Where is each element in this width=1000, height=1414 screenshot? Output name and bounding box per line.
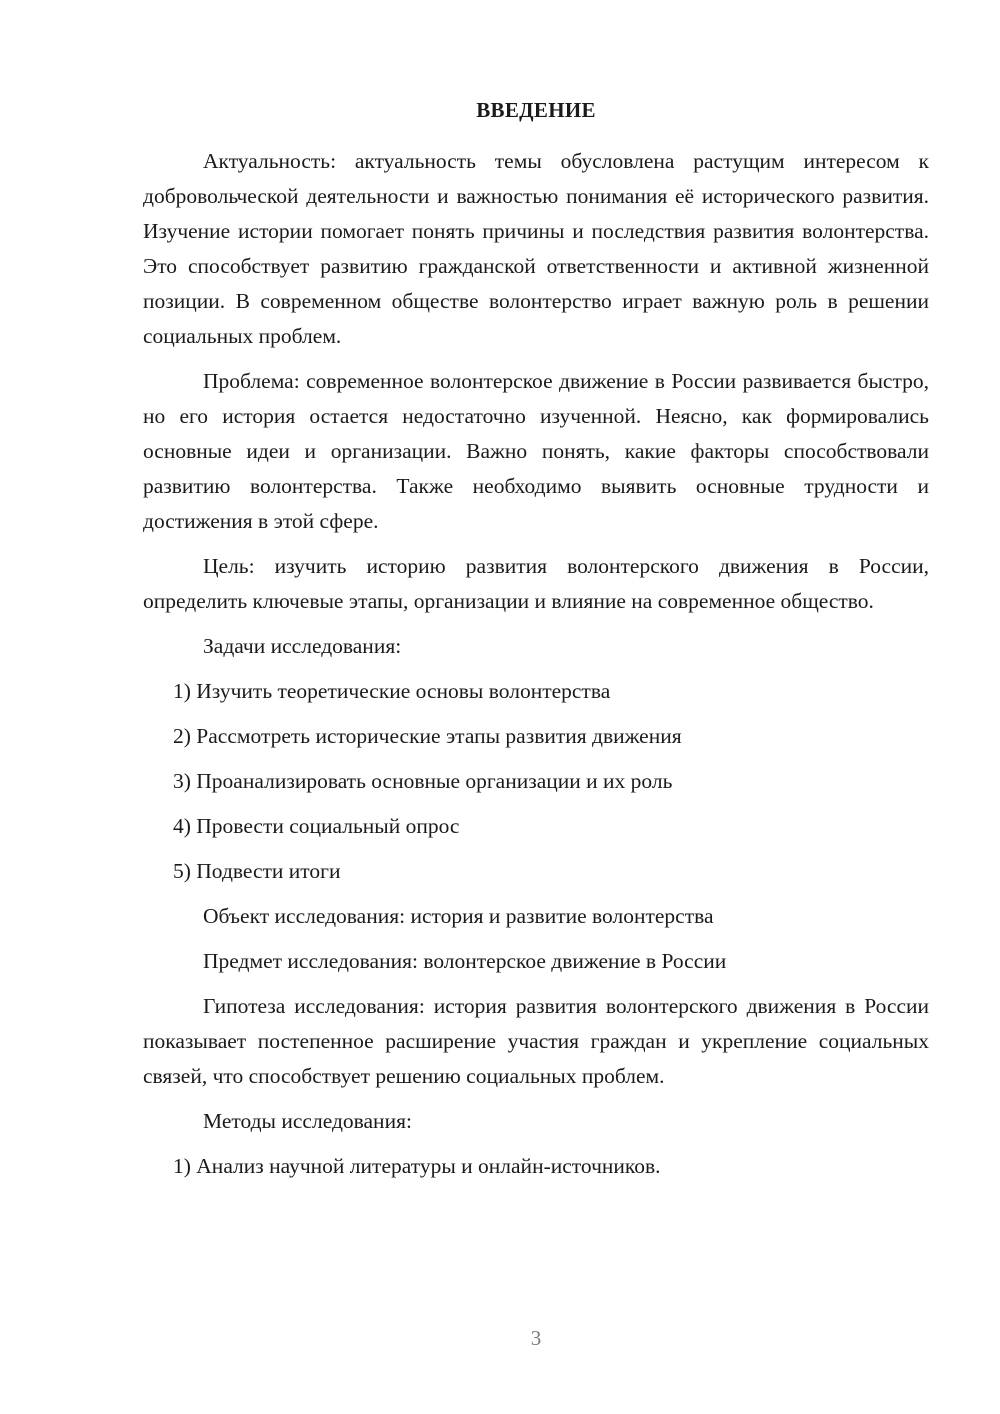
hypothesis-paragraph: Гипотеза исследования: история развития волонтерского движения в России показывает постепенное расширение участия граждан и укрепление социальных связей, что способствует решению социальных проблем. [143,994,929,1088]
method-item: 1) Анализ научной литературы и онлайн-источников. [173,1154,661,1178]
task-item: 1) Изучить теоретические основы волонтерства [173,679,611,703]
document-page [143,96,929,1194]
object-line: Объект исследования: история и развитие волонтерства [203,904,714,928]
section-title: ВВЕДЕНИЕ [476,98,596,122]
goal-paragraph: Цель: изучить историю развития волонтерского движения в России, определить ключевые этапы, организации и влияние на современное общество. [143,554,929,613]
task-item: 5) Подвести итоги [173,859,341,883]
subject-line: Предмет исследования: волонтерское движение в России [203,949,727,973]
task-item: 2) Рассмотреть исторические этапы развития движения [173,724,682,748]
task-item: 3) Проанализировать основные организации и их роль [173,769,673,793]
task-item: 4) Провести социальный опрос [173,814,460,838]
page-number: 3 [530,1326,542,1350]
relevance-paragraph: Актуальность: актуальность темы обусловлена растущим интересом к добровольческой деятельности и важностью понимания её исторического развития. Изучение истории помогает понять причины и последствия развития волонтерства. Это способствует развитию гражданской ответственности и активной жизненной позиции. В современном обществе волонтерство играет важную роль в решении социальных проблем. [143,149,929,348]
problem-paragraph: Проблема: современное волонтерское движение в России развивается быстро, но его история остается недостаточно изученной. Неясно, как формировались основные идеи и организации. Важно понять, какие факторы способствовали развитию волонтерства. Также необходимо выявить основные трудности и достижения в этой сфере. [143,369,929,533]
methods-heading: Методы исследования: [203,1109,412,1133]
tasks-heading: Задачи исследования: [203,634,402,658]
